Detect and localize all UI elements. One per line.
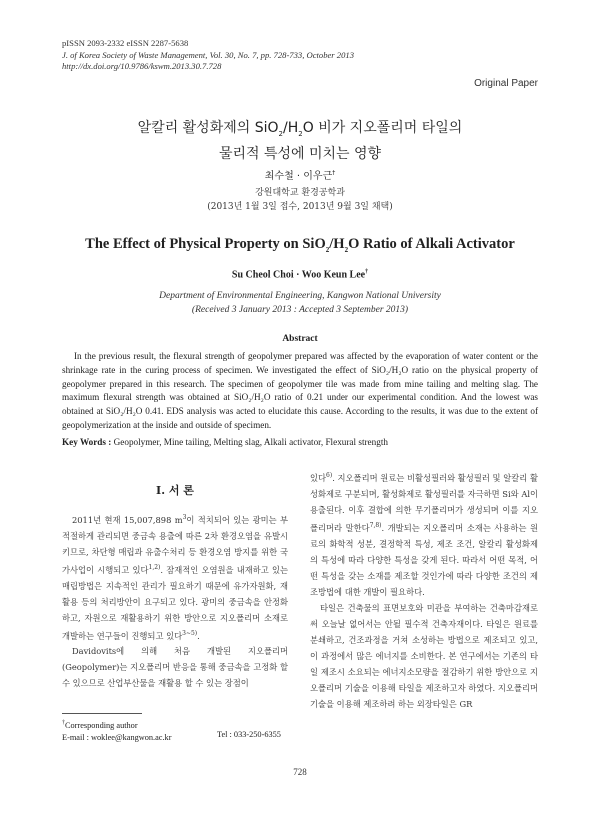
paragraph: Davidovits에 의해 처음 개발된 지오폴리머(Geopolymer)는 지오폴리머 반응을 통해 중금속을 고정화 할 수 있으므로 산업부산물을 재활용 할 수 있는 장점이 [62, 646, 288, 689]
abstract-heading: Abstract [282, 334, 318, 344]
keywords [62, 437, 388, 447]
keywords-list: Geopolymer, Mine tailing, Melting slag, Alkali activator, Flexural strength [113, 437, 388, 447]
issn-line: pISSN 2093-2332 eISSN 2287-5638 [62, 38, 189, 48]
korean-dates: (2013년 1월 3일 접수, 2013년 9월 3일 채택) [207, 202, 393, 212]
korean-title-line2: 물리적 특성에 미치는 영향 [218, 145, 382, 162]
paper-type-label: Original Paper [474, 78, 538, 89]
english-affiliation: Department of Environmental Engineering, Kangwon National University (Received 3 January 2013 : Accepted 3 September 2013) [0, 289, 600, 317]
doi-link[interactable]: http://dx.doi.org/10.9786/kswm.2013.30.7.728 [62, 61, 222, 71]
korean-title: 알칼리 활성화제의 $SiO_2/H_2O$ 비가 지오폴리머 타일의 물리적 특성에 미치는 영향 [0, 118, 600, 164]
footnote-tel: Tel : 033-250-6355 [217, 730, 281, 739]
section-heading-introduction: I. 서 론 [156, 484, 194, 497]
left-column [62, 510, 288, 691]
right-column [310, 468, 538, 712]
footnote-email[interactable]: E-mail : woklee@kangwon.ac.kr [62, 732, 172, 742]
english-authors: Su Cheol Choi · Woo Keun Lee† [231, 269, 369, 281]
paragraph: 2011년 현재 15,007,898 $m^3$이 적치되어 있는 광미는 부적절하게 관리되면 중금속 용출에 따른 2차 환경오염을 유발시키므로, 차단형 매립과 유출수처리 등 환경오염 방지를 위한 국가사업이 시행되고 있다$^{1,2)}$. 잠재적인 오염원을 내재하고 있는 매립방법은 지속적인 관리가 필요하기 때문에 유가자원화, 재활용 등의 처리방안이 요구되고 있다. 광미의 중금속을 안정화하고, 자원으로 재활용하기 위한 방안으로 지오폴리머 소재로 개발하는 연구들이 진행되고 있다$^{3\sim 5)}$. [62, 514, 288, 641]
english-title: The Effect of Physical Property on $SiO_2/H_2O$ Ratio of Alkali Activator [85, 236, 515, 254]
keywords-label: Key Words : [62, 437, 112, 447]
footnote: †Corresponding author E-mail : woklee@kangwon.ac.kr Tel : 033-250-6355 [62, 717, 302, 744]
journal-header [62, 38, 354, 73]
paragraph: 있다$^{6)}$. 지오폴리머 원료는 비활성필러와 활성필러 및 알칼리 활성화제로 구분되며, 활성화제로 활성필러를 자극하면 Si와 Al이 용출된다. 이후 결합에 의한 무기폴리머가 생성되며 이를 지오폴리머라 말한다$^{7,8)}$. 개발되는 지오폴리머 소재는 사용하는 원료의 화학적 성분, 결정학적 특성, 제조 조건, 알칼리 활성화제의 특성에 따라 다양한 특성을 갖게 된다. 따라서 어떤 목적, 어떤 특성을 갖는 소재를 제조할 것인가에 따라 다양한 조건의 제조방법에 대한 개발이 필요하다. [310, 472, 538, 597]
paragraph: 타일은 건축물의 표면보호와 미관을 부여하는 건축마감재로써 오늘날 없어서는 안될 필수적 건축자재이다. 타일은 원료를 분쇄하고, 건조과정을 거쳐 소성하는 방법으로 제조되고 있고, 이 과정에서 많은 에너지를 소비한다. 본 연구에서는 기존의 타일 제조시 소요되는 에너지소모량을 절감하기 위한 방안으로 지오폴리머 기술을 이용해 타일을 제조하고자 하였다. 지오폴리머 기술을 이용해 제조하려 하는 외장타일은 GR [310, 602, 538, 709]
abstract-body: In the previous result, the flexural strength of geopolymer prepared was affected by the evaporation of water content or the shrinkage rate in the curing process of specimen. We investigated the effect of SiO₂/H₂O ratio on the physical property of geopolymer prepared in this research. The specimen of geopolymer tile was made from mine tailing and melting slag. The maximum flexural strength was obtained at SiO₂/H₂O ratio of 0.21 under our experimental condition. And the lowest was obtained at SiO₂/H₂O 0.41. EDS analysis was acted to elucidate this cause. According to the results, it was due to the extent of geopolymerization at the inside and outside of specimen. [62, 351, 538, 430]
korean-affiliation: 강원대학교 환경공학과 (2013년 1월 3일 접수, 2013년 9월 3일 채택) [0, 186, 600, 214]
korean-authors: 최수철 · 이우근† [264, 169, 336, 182]
english-dates: (Received 3 January 2013 : Accepted 3 September 2013) [191, 305, 409, 315]
footnote-divider [62, 713, 142, 714]
journal-citation: J. of Korea Society of Waste Management, Vol. 30, No. 7, pp. 728-733, October 2013 [62, 49, 354, 60]
page-number: 728 [293, 767, 307, 777]
